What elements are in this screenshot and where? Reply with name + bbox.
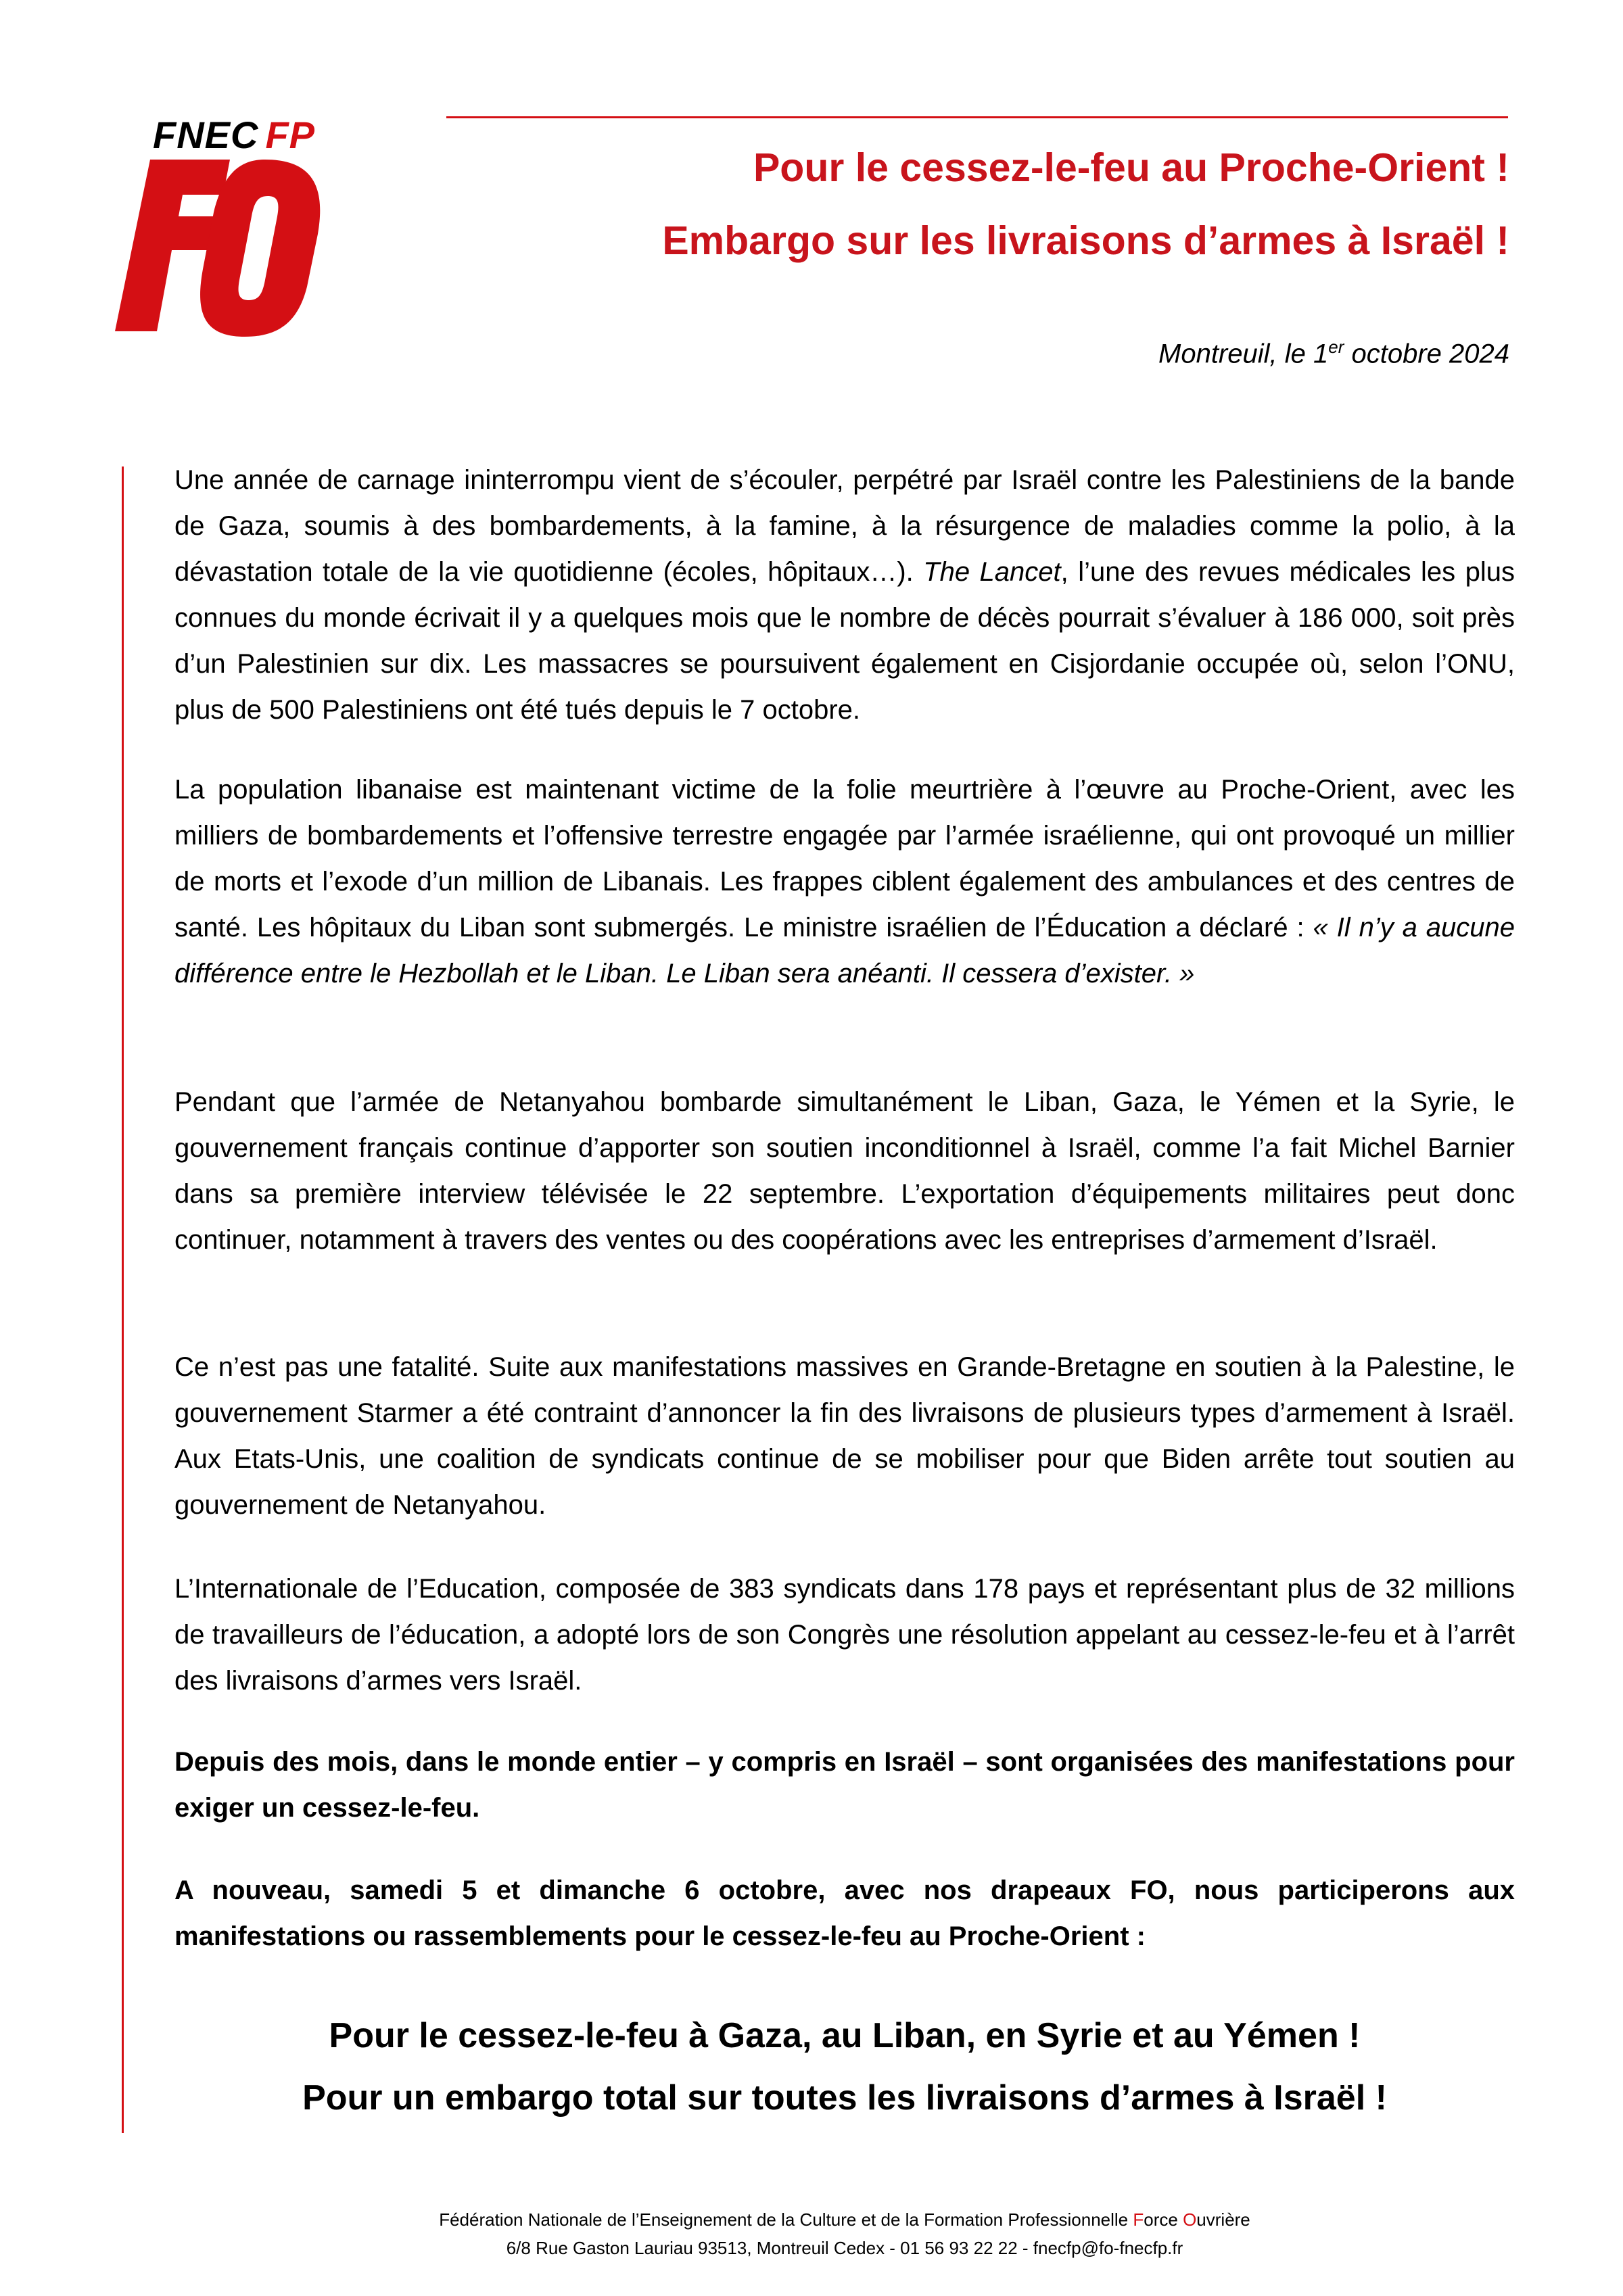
- paragraph-2: [174, 767, 1515, 997]
- logo-top-text: [153, 115, 315, 156]
- paragraph-4-text: Ce n’est pas une fatalité. Suite aux manifestations massives en Grande-Bretagne en soutien à la Palestine, le gouvernement Starmer a été contraint d’annoncer la fin des livraisons de plusieurs types d’armement à Israël. Aux Etats-Unis, une coalition de syndicats continue de se mobiliser pour que Biden arrête tout soutien au gouvernement de Netanyahou.: [174, 1352, 1515, 1520]
- date-prefix: Montreuil, le 1: [1158, 339, 1329, 369]
- date-superscript: er: [1328, 337, 1344, 357]
- paragraph-5-text: L’Internationale de l’Education, composée de 383 syndicats dans 178 pays et représentant plus de 32 millions de travailleurs de l’éducation, a adopté lors de son Congrès une résolution appelant au cessez-le-feu et à l’arrêt des livraisons d’armes vers Israël.: [174, 1574, 1515, 1696]
- header-top-rule: [446, 116, 1508, 118]
- footer: [174, 2205, 1515, 2262]
- paragraph-7-bold: [174, 1867, 1515, 1959]
- logo-fnec-text: FNEC: [153, 114, 259, 156]
- paragraph-4: [174, 1344, 1515, 1528]
- paragraph-5: [174, 1566, 1515, 1704]
- page-title-line-2: Embargo sur les livraisons d’armes à Israël !: [662, 218, 1509, 263]
- paragraph-2-text: La population libanaise est maintenant victime de la folie meurtrière à l’œuvre au Proche-Orient, avec les milliers de bombardements et l’offensive terrestre engagée par l’armée israélienne, qui ont provoqué un millier de morts et l’exode d’un million de Libanais. Les frappes ciblent également des ambulances et des centres de santé. Les hôpitaux du Liban sont submergés. Le ministre israélien de l’Éducation a déclaré :: [174, 775, 1515, 942]
- left-margin-rule: [122, 467, 124, 2133]
- footer-red-o: O: [1183, 2209, 1197, 2230]
- footer-red-f: F: [1133, 2209, 1144, 2230]
- footer-uvriere: uvrière: [1196, 2209, 1250, 2230]
- closing-slogan-2: Pour un embargo total sur toutes les livraisons d’armes à Israël !: [302, 2078, 1387, 2118]
- paragraph-3: [174, 1079, 1515, 1263]
- fnec-fp-fo-logo: [115, 115, 338, 338]
- footer-address-line: 6/8 Rue Gaston Lauriau 93513, Montreuil Cedex - 01 56 93 22 22 - fnecfp@fo-fnecfp.fr: [506, 2238, 1183, 2258]
- date-suffix: octobre 2024: [1344, 339, 1509, 369]
- closing-slogan-1: Pour le cessez-le-feu à Gaza, au Liban, en Syrie et au Yémen !: [329, 2016, 1361, 2055]
- logo-fp-text: FP: [265, 114, 316, 156]
- minister-quote: « Il n’y a aucune différence entre le Hezbollah et le Liban. Le Liban sera anéanti. Il cessera d’exister. »: [174, 913, 1515, 988]
- paragraph-1-text-b: , l’une des revues médicales les plus connues du monde écrivait il y a quelques mois que le nombre de décès pourrait s’évaluer à 186 000, soit près d’un Palestinien sur dix. Les massacres se poursuivent également en Cisjordanie occupée où, selon l’ONU, plus de 500 Palestiniens ont été tués depuis le 7 octobre.: [174, 557, 1515, 725]
- paragraph-1: [174, 457, 1515, 733]
- footer-orce: orce: [1144, 2209, 1183, 2230]
- date-line: [1158, 337, 1509, 369]
- paragraph-6-bold: [174, 1739, 1515, 1831]
- the-lancet-citation: The Lancet: [923, 557, 1061, 587]
- paragraph-7-text: A nouveau, samedi 5 et dimanche 6 octobre, avec nos drapeaux FO, nous participerons aux manifestations ou rassemblements pour le cessez-le-feu au Proche-Orient :: [174, 1875, 1515, 1951]
- paragraph-6-text: Depuis des mois, dans le monde entier – y compris en Israël – sont organisées des manifestations pour exiger un cessez-le-feu.: [174, 1747, 1515, 1823]
- footer-organization-line: [174, 2205, 1515, 2234]
- closing-slogans: [174, 2005, 1515, 2129]
- paragraph-3-text: Pendant que l’armée de Netanyahou bombarde simultanément le Liban, Gaza, le Yémen et la Syrie, le gouvernement français continue d’apporter son soutien inconditionnel à Israël, comme l’a fait Michel Barnier dans sa première interview télévisée le 22 septembre. L’exportation d’équipements militaires peut donc continuer, notamment à travers des ventes ou des coopérations avec les entreprises d’armement d’Israël.: [174, 1087, 1515, 1255]
- logo-fo-mark: [115, 154, 338, 337]
- paragraph-1-text-a: Une année de carnage ininterrompu vient de s’écouler, perpétré par Israël contre les Palestiniens de la bande de Gaza, soumis à des bombardements, à la famine, à la résurgence de maladies comme la polio, à la dévastation totale de la vie quotidienne (écoles, hôpitaux…).: [174, 465, 1515, 587]
- footer-org-name: Fédération Nationale de l’Enseignement de la Culture et de la Formation Professionnelle: [439, 2209, 1133, 2230]
- page-title-line-1: Pour le cessez-le-feu au Proche-Orient !: [753, 145, 1509, 190]
